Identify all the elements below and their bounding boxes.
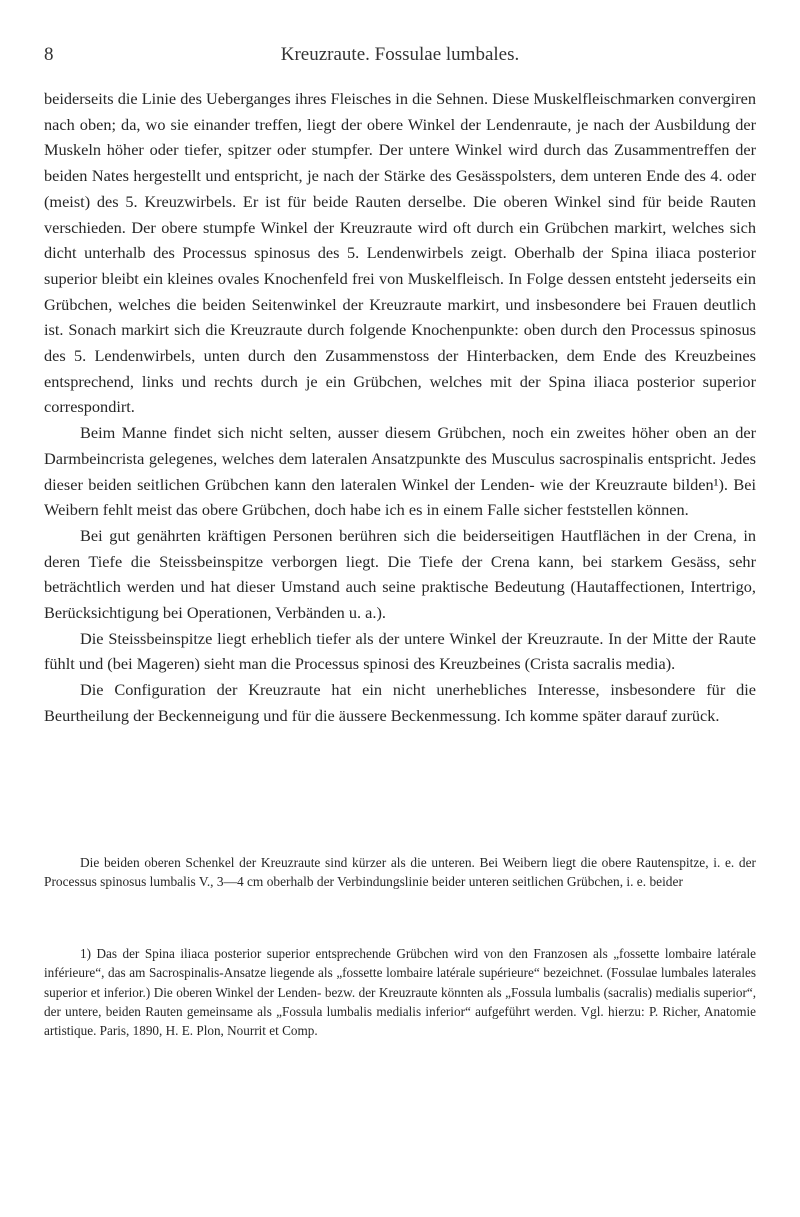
main-text [44, 86, 756, 729]
small-print-section [44, 853, 756, 892]
running-title: Kreuzraute. Fossulae lumbales. [280, 44, 520, 65]
page-header [44, 44, 756, 68]
paragraph: Beim Manne findet sich nicht selten, ausser diesem Grübchen, noch ein zweites höher oben an der Darmbeincrista gelegenes, welches dem lateralen Ansatzpunkte des Musculus sacrospinalis entspricht. Jedes dieser beiden seitlichen Grübchen kann den lateralen Winkel der Lenden- wie der Kreuzraute bilden¹). Bei Weibern fehlt meist das obere Grübchen, doch habe ich es in einem Falle sicher feststellen können. [44, 423, 756, 520]
small-paragraph: Die beiden oberen Schenkel der Kreuzraute sind kürzer als die unteren. Bei Weibern liegt die obere Rautenspitze, i. e. der Processus spinosus lumbalis V., 3—4 cm oberhalb der Verbindungslinie beider unteren seitlichen Grübchen, i. e. beider [44, 855, 756, 890]
footnote: 1) Das der Spina iliaca posterior superior entsprechende Grübchen wird von den Franzosen als „fossette lombaire latérale inférieure“, das am Sacrospinalis-Ansatze liegende als „fossette lombaire latérale supérieure“ bezeichnet. (Fossulae lumbales laterales superior et inferior.) Die oberen Winkel der Lenden- bezw. der Kreuzraute könnten als „Fossula lumbalis (sacralis) medialis superior“, der untere, beiden Rauten gemeinsame als „Fossula lumbalis medialis inferior“ aufgeführt werden. Vgl. hierzu: P. Richer, Anatomie artistique. Paris, 1890, H. E. Plon, Nourrit et Comp. [44, 946, 756, 1039]
paragraph: Bei gut genährten kräftigen Personen berühren sich die beiderseitigen Hautflächen in der Crena, in deren Tiefe die Steissbeinspitze verborgen liegt. Die Tiefe der Crena kann, bei starkem Gesäss, sehr beträchtlich werden und hat dieser Umstand auch seine praktische Bedeutung (Hautaffectionen, Intertrigo, Berücksichtigung bei Operationen, Verbänden u. a.). [44, 525, 756, 623]
paragraph: Die Steissbeinspitze liegt erheblich tiefer als der untere Winkel der Kreuzraute. In der Mitte der Raute fühlt und (bei Mageren) sieht man die Processus spinosi des Kreuzbeines (Crista sacralis media). [44, 628, 756, 674]
footnotes [44, 944, 756, 1040]
paragraph: Die Configuration der Kreuzraute hat ein nicht unerhebliches Interesse, insbesondere für die Beurtheilung der Beckenneigung und für die äussere Beckenmessung. Ich komme später darauf zurück. [44, 680, 756, 725]
paragraph: beiderseits die Linie des Ueberganges ihres Fleisches in die Sehnen. Diese Muskelfleischmarken convergiren nach oben; da, wo sie einander treffen, liegt der obere Winkel der Lendenraute, je nach der Ausbildung der Muskeln höher oder tiefer, spitzer oder stumpfer. Der untere Winkel wird durch das Zusammentreffen der beiden Nates hergestellt und entspricht, je nach der Stärke des Gesässpolsters, dem unteren Ende des 4. oder (meist) des 5. Kreuzwirbels. Er ist für beide Rauten derselbe. Die oberen Winkel sind für beide Rauten verschieden. Der obere stumpfe Winkel der Kreuzraute wird oft durch ein Grübchen markirt, welches sich dicht unterhalb des Processus spinosus des 5. Lendenwirbels zeigt. Oberhalb der Spina iliaca posterior superior bleibt ein kleines ovales Knochenfeld frei von Muskelfleisch. In Folge dessen entsteht jederseits ein Grübchen, welches die beiden Seitenwinkel der Kreuzraute markirt, und insbesondere bei Frauen deutlich ist. Sonach markirt sich die Kreuzraute durch folgende Knochenpunkte: oben durch den Processus spinosus des 5. Lendenwirbels, unten durch den Zusammenstoss der Hinterbacken, dem Ende des Kreuzbeines entsprechend, links und rechts durch je ein Grübchen, welches mit der Spina iliaca posterior superior correspondirt. [44, 89, 756, 417]
page-number: 8 [44, 44, 54, 65]
